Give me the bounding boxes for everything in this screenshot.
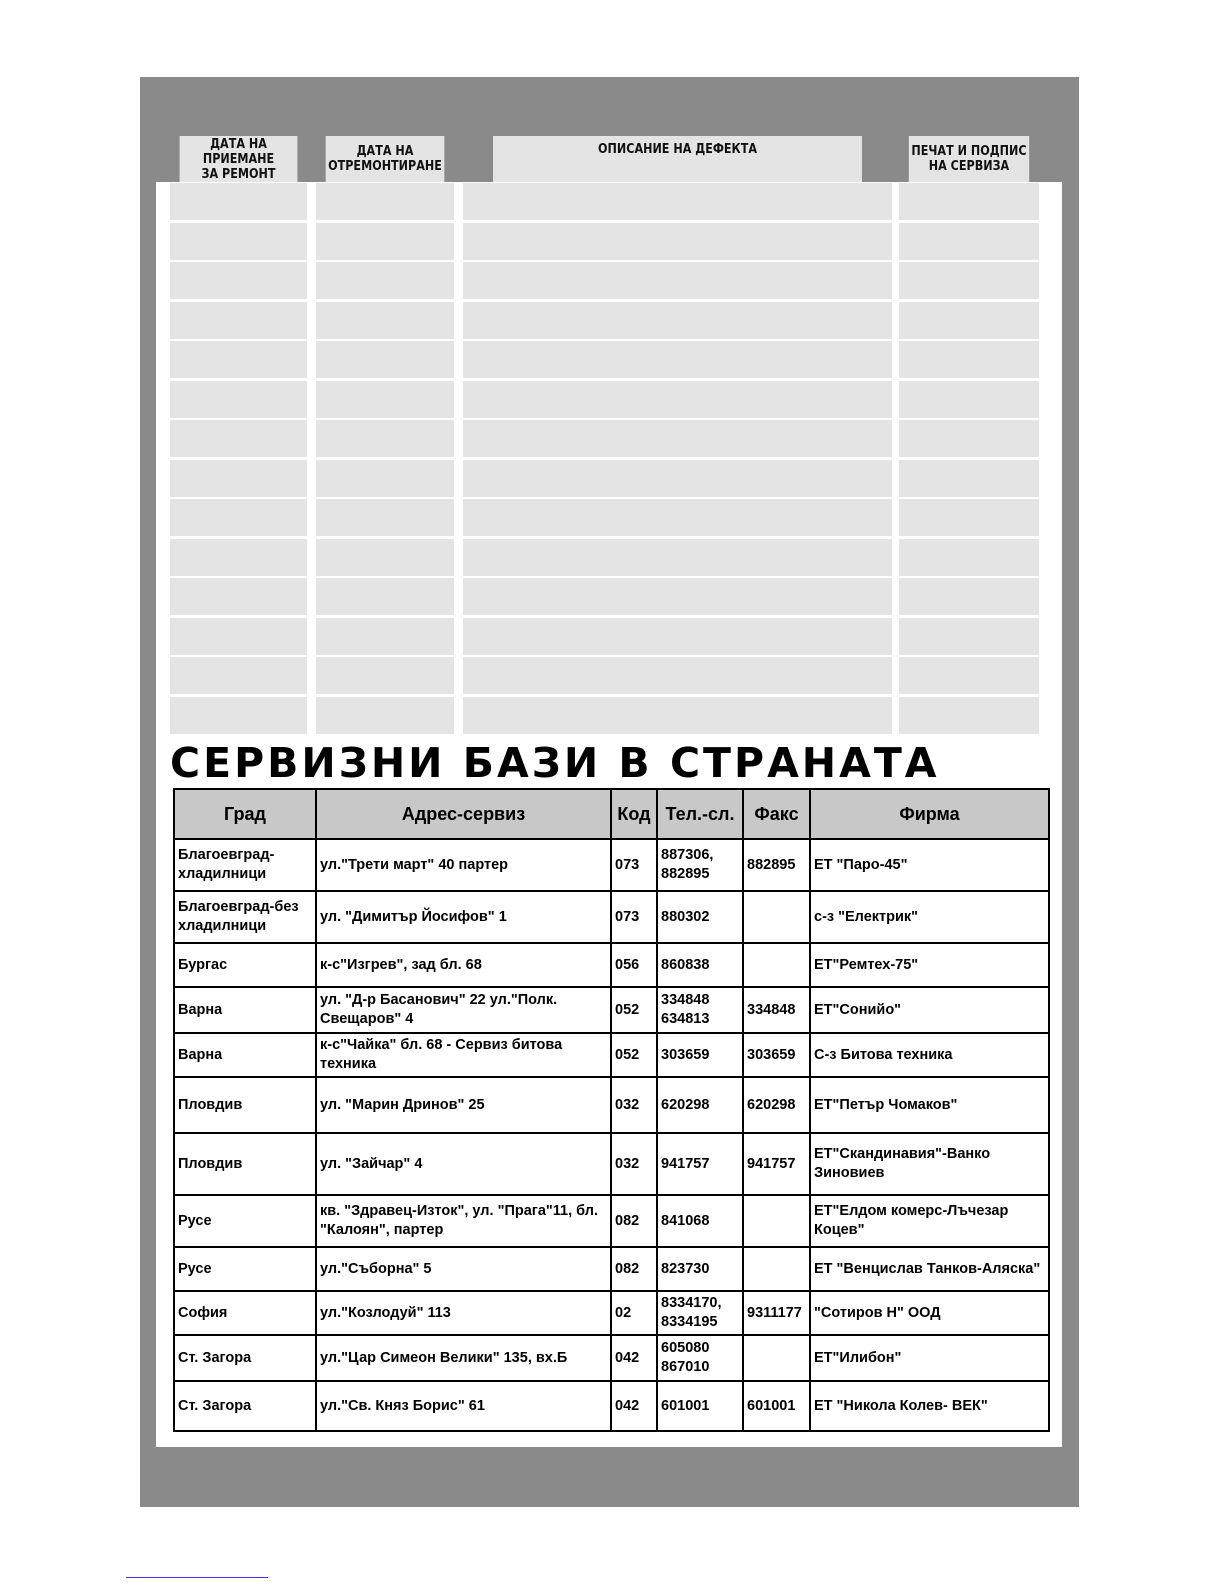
service-table-row <box>174 1077 1049 1133</box>
log-row-cell <box>463 460 892 497</box>
log-row-cell <box>463 499 892 536</box>
cell-phone: 8334170, 8334195 <box>657 1291 743 1335</box>
log-row-cell <box>899 341 1039 378</box>
log-row-cell <box>316 341 454 378</box>
service-table-row <box>174 1195 1049 1247</box>
cell-city: Варна <box>174 1033 316 1077</box>
log-row-cell <box>170 420 307 457</box>
service-table <box>173 788 1050 1432</box>
cell-code: 073 <box>611 891 657 943</box>
log-row-cell <box>463 183 892 220</box>
log-row-cell <box>170 262 307 299</box>
log-row-cell <box>899 262 1039 299</box>
cell-fax: 882895 <box>743 839 810 891</box>
cell-fax: 941757 <box>743 1133 810 1195</box>
log-row-cell <box>899 499 1039 536</box>
log-row-cell <box>170 697 307 734</box>
cell-phone: 887306, 882895 <box>657 839 743 891</box>
col-header-city: Град <box>174 789 316 839</box>
log-row-cell <box>463 697 892 734</box>
cell-address: кв. "Здравец-Изток", ул. "Прага"11, бл. "Калоян", партер <box>316 1195 611 1247</box>
cell-fax <box>743 1335 810 1381</box>
log-row-cell <box>463 539 892 576</box>
col-header-fax: Факс <box>743 789 810 839</box>
cell-company: с-з "Електрик" <box>810 891 1049 943</box>
log-row-cell <box>899 460 1039 497</box>
cell-phone: 620298 <box>657 1077 743 1133</box>
cell-address: к-с"Чайка" бл. 68 - Сервиз битова техника <box>316 1033 611 1077</box>
cell-address: ул. "Марин Дринов" 25 <box>316 1077 611 1133</box>
service-table-header-row <box>174 789 1049 839</box>
cell-code: 052 <box>611 987 657 1033</box>
service-table-row <box>174 891 1049 943</box>
log-row-cell <box>899 657 1039 694</box>
cell-phone: 860838 <box>657 943 743 987</box>
log-row-cell <box>170 183 307 220</box>
cell-company: ЕТ"Ремтех-75" <box>810 943 1049 987</box>
log-row-cell <box>170 657 307 694</box>
cell-phone: 334848 634813 <box>657 987 743 1033</box>
log-row-cell <box>170 539 307 576</box>
cell-address: ул."Трети март" 40 партер <box>316 839 611 891</box>
log-row-cell <box>316 657 454 694</box>
cell-city: Благоевград-хладилници <box>174 839 316 891</box>
cell-phone: 941757 <box>657 1133 743 1195</box>
cell-code: 082 <box>611 1247 657 1291</box>
cell-address: ул."Съборна" 5 <box>316 1247 611 1291</box>
cell-address: ул. "Д-р Басанович" 22 ул."Полк. Свещаров" 4 <box>316 987 611 1033</box>
cell-address: ул. "Димитър Йосифов" 1 <box>316 891 611 943</box>
col-header-company: Фирма <box>810 789 1049 839</box>
cell-company: ЕТ"Петър Чомаков" <box>810 1077 1049 1133</box>
cell-city: Русе <box>174 1247 316 1291</box>
cell-phone: 880302 <box>657 891 743 943</box>
cell-company: ЕТ"Елдом комерс-Лъчезар Коцев" <box>810 1195 1049 1247</box>
cell-phone: 601001 <box>657 1381 743 1431</box>
cell-address: к-с"Изгрев", зад бл. 68 <box>316 943 611 987</box>
log-row-cell <box>170 381 307 418</box>
service-table-row <box>174 1247 1049 1291</box>
log-row-cell <box>899 420 1039 457</box>
log-row-cell <box>463 420 892 457</box>
cell-code: 042 <box>611 1335 657 1381</box>
cell-city: Бургас <box>174 943 316 987</box>
log-row-cell <box>899 302 1039 339</box>
cell-phone: 303659 <box>657 1033 743 1077</box>
log-header-service-stamp <box>909 136 1029 182</box>
log-row-cell <box>316 618 454 655</box>
log-row-cell <box>316 697 454 734</box>
service-table-row <box>174 987 1049 1033</box>
cell-company: ЕТ "Венцислав Танков-Аляска" <box>810 1247 1049 1291</box>
cell-fax: 601001 <box>743 1381 810 1431</box>
col-header-phone: Тел.-сл. <box>657 789 743 839</box>
log-row-cell <box>316 302 454 339</box>
cell-fax <box>743 891 810 943</box>
log-row-cell <box>899 223 1039 260</box>
log-row-cell <box>170 460 307 497</box>
log-row-cell <box>899 539 1039 576</box>
cell-phone: 841068 <box>657 1195 743 1247</box>
cell-fax <box>743 1247 810 1291</box>
log-row-cell <box>899 578 1039 615</box>
cell-code: 082 <box>611 1195 657 1247</box>
cell-code: 032 <box>611 1077 657 1133</box>
log-row-cell <box>170 302 307 339</box>
log-header-received-date <box>180 136 298 182</box>
cell-city: Варна <box>174 987 316 1033</box>
cell-city: Русе <box>174 1195 316 1247</box>
cell-address: ул."Цар Симеон Велики" 135, вх.Б <box>316 1335 611 1381</box>
cell-code: 042 <box>611 1381 657 1431</box>
log-row-cell <box>463 341 892 378</box>
cell-company: ЕТ"Сонийо" <box>810 987 1049 1033</box>
cell-code: 056 <box>611 943 657 987</box>
cell-address: ул. "Зайчар" 4 <box>316 1133 611 1195</box>
log-row-cell <box>170 499 307 536</box>
cell-company: ЕТ"Илибон" <box>810 1335 1049 1381</box>
cell-company: ЕТ "Никола Колев- ВЕК" <box>810 1381 1049 1431</box>
log-row-cell <box>170 223 307 260</box>
cell-company: ЕТ"Скандинавия"-Ванко Зиновиев <box>810 1133 1049 1195</box>
cell-city: София <box>174 1291 316 1335</box>
cell-code: 052 <box>611 1033 657 1077</box>
log-header-repaired-date <box>326 136 445 182</box>
cell-fax: 334848 <box>743 987 810 1033</box>
log-row-cell <box>316 460 454 497</box>
service-table-row <box>174 839 1049 891</box>
cell-address: ул."Св. Княз Борис" 61 <box>316 1381 611 1431</box>
cell-company: ЕТ "Паро-45" <box>810 839 1049 891</box>
cell-city: Пловдив <box>174 1133 316 1195</box>
service-title: СЕРВИЗНИ БАЗИ В СТРАНАТА <box>170 739 940 787</box>
service-table-row <box>174 943 1049 987</box>
service-table-row <box>174 1291 1049 1335</box>
log-row-cell <box>316 183 454 220</box>
cell-phone: 823730 <box>657 1247 743 1291</box>
cell-fax: 620298 <box>743 1077 810 1133</box>
log-row-cell <box>316 223 454 260</box>
col-header-code: Код <box>611 789 657 839</box>
cell-code: 032 <box>611 1133 657 1195</box>
cell-city: Благоевград-без хладилници <box>174 891 316 943</box>
log-row-cell <box>899 618 1039 655</box>
log-row-cell <box>463 223 892 260</box>
cell-code: 073 <box>611 839 657 891</box>
log-row-cell <box>463 578 892 615</box>
cell-address: ул."Козлодуй" 113 <box>316 1291 611 1335</box>
log-row-cell <box>316 262 454 299</box>
log-header-label: ДАТА НА ПРИЕМАНЕ ЗА РЕМОНТ <box>201 136 276 182</box>
cell-city: Ст. Загора <box>174 1381 316 1431</box>
log-row-cell <box>463 262 892 299</box>
service-table-row <box>174 1335 1049 1381</box>
service-table-row <box>174 1033 1049 1077</box>
log-row-cell <box>170 578 307 615</box>
cell-company: С-з Битова техника <box>810 1033 1049 1077</box>
log-row-cell <box>170 341 307 378</box>
cell-fax: 9311177 <box>743 1291 810 1335</box>
cell-fax: 303659 <box>743 1033 810 1077</box>
cell-fax <box>743 943 810 987</box>
service-table-row <box>174 1381 1049 1431</box>
log-row-cell <box>463 618 892 655</box>
log-header-label: ДАТА НА ОТРЕМОНТИРАНЕ <box>328 144 442 174</box>
footer-link-underline <box>126 1577 268 1578</box>
cell-code: 02 <box>611 1291 657 1335</box>
log-row-cell <box>463 657 892 694</box>
log-row-cell <box>316 381 454 418</box>
log-row-cell <box>899 183 1039 220</box>
log-header-label: ОПИСАНИЕ НА ДЕФЕКТА <box>598 142 757 157</box>
log-row-cell <box>463 302 892 339</box>
cell-city: Пловдив <box>174 1077 316 1133</box>
log-row-cell <box>316 420 454 457</box>
log-row-cell <box>316 578 454 615</box>
log-header-defect-description <box>493 136 862 182</box>
col-header-address: Адрес-сервиз <box>316 789 611 839</box>
log-row-cell <box>316 499 454 536</box>
log-header-label: ПЕЧАТ И ПОДПИС НА СЕРВИЗА <box>911 144 1027 174</box>
log-row-cell <box>463 381 892 418</box>
log-row-cell <box>170 618 307 655</box>
cell-company: "Сотиров Н" ООД <box>810 1291 1049 1335</box>
cell-fax <box>743 1195 810 1247</box>
log-row-cell <box>899 697 1039 734</box>
cell-phone: 605080 867010 <box>657 1335 743 1381</box>
log-row-cell <box>899 381 1039 418</box>
service-table-row <box>174 1133 1049 1195</box>
cell-city: Ст. Загора <box>174 1335 316 1381</box>
log-row-cell <box>316 539 454 576</box>
